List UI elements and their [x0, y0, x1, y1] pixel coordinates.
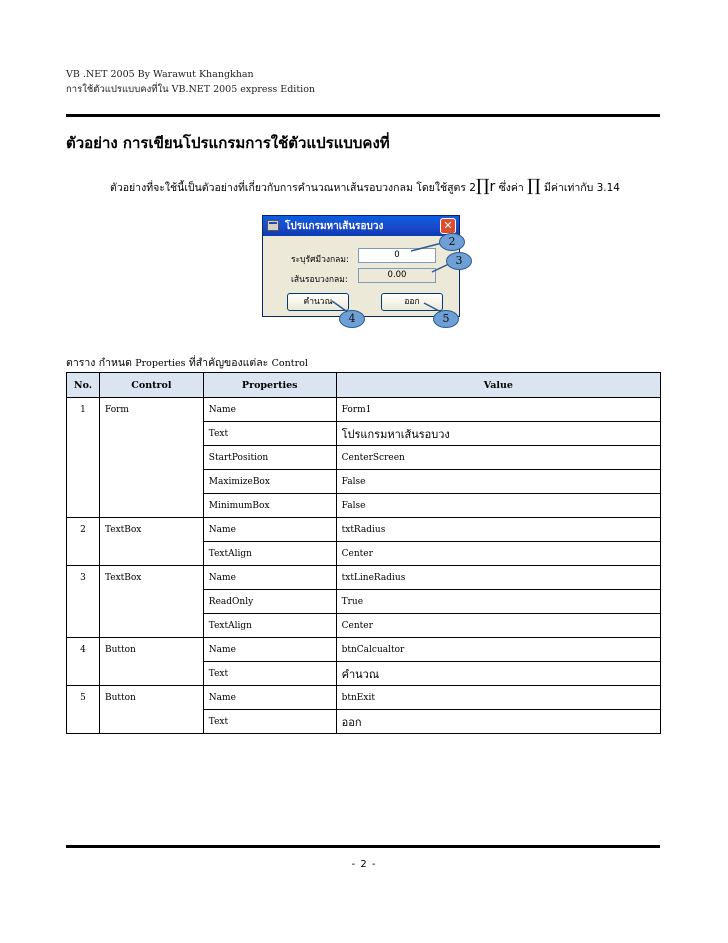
- header-line-1: VB .NET 2005 By Warawut Khangkhan: [66, 69, 254, 80]
- cell-property: Text: [203, 662, 336, 686]
- table-body: [67, 398, 661, 734]
- table-row: [67, 518, 661, 542]
- header-no: No.: [67, 373, 100, 398]
- pi-symbol: ∏: [475, 176, 490, 196]
- exit-button[interactable]: ออก: [381, 293, 443, 311]
- cell-property: Text: [203, 422, 336, 446]
- table-row: [67, 398, 661, 422]
- cell-no: 1: [67, 398, 100, 422]
- cell-no: 3: [67, 566, 100, 590]
- radius-input[interactable]: 0: [358, 248, 436, 263]
- cell-no: 5: [67, 686, 100, 710]
- cell-control: Button: [99, 686, 203, 710]
- cell-property: MinimumBox: [203, 494, 336, 518]
- cell-no: [67, 470, 100, 494]
- table-header-row: [67, 373, 661, 398]
- header-control: Control: [99, 373, 203, 398]
- page-number: - 2 -: [351, 859, 377, 870]
- cell-control: [99, 446, 203, 470]
- table-row: [67, 446, 661, 470]
- cell-value: btnExit: [336, 686, 660, 710]
- cell-control: TextBox: [99, 518, 203, 542]
- table-row: [67, 470, 661, 494]
- cell-no: [67, 614, 100, 638]
- r-symbol: r: [489, 179, 496, 195]
- cell-value: False: [336, 494, 660, 518]
- cell-value: btnCalcualtor: [336, 638, 660, 662]
- table-row: [67, 614, 661, 638]
- cell-property: StartPosition: [203, 446, 336, 470]
- callout-2: 2: [439, 233, 465, 251]
- cell-property: Name: [203, 566, 336, 590]
- caption-en-2: Control: [271, 358, 308, 369]
- dialog-title: โปรแกรมหาเส้นรอบวง: [285, 221, 384, 232]
- cell-control: [99, 590, 203, 614]
- page-title: ตัวอย่าง การเขียนโปรแกรมการใช้ตัวแปรแบบคงที่: [66, 134, 390, 152]
- callout-4: 4: [339, 310, 365, 328]
- cell-no: [67, 710, 100, 734]
- table-row: [67, 494, 661, 518]
- intro-tail: มีค่าเท่ากับ 3.14: [540, 182, 620, 194]
- close-icon[interactable]: ✕: [440, 218, 456, 234]
- cell-control: Form: [99, 398, 203, 422]
- cell-value: Form1: [336, 398, 660, 422]
- cell-property: TextAlign: [203, 614, 336, 638]
- caption-en-1: Properties: [135, 358, 186, 369]
- header-line-2: การใช้ตัวแปรแบบคงที่ใน VB.NET 2005 express Edition: [66, 84, 316, 95]
- cell-no: [67, 542, 100, 566]
- cell-no: 2: [67, 518, 100, 542]
- properties-table: [66, 372, 661, 734]
- cell-control: TextBox: [99, 566, 203, 590]
- cell-value: False: [336, 470, 660, 494]
- cell-control: [99, 542, 203, 566]
- cell-control: [99, 470, 203, 494]
- cell-value: Center: [336, 614, 660, 638]
- cell-control: Button: [99, 638, 203, 662]
- caption-th-1: ตาราง กำหนด: [66, 357, 136, 369]
- cell-property: TextAlign: [203, 542, 336, 566]
- cell-value: txtRadius: [336, 518, 660, 542]
- cell-property: MaximizeBox: [203, 470, 336, 494]
- cell-control: [99, 494, 203, 518]
- table-row: [67, 566, 661, 590]
- table-row: [67, 638, 661, 662]
- table-row: [67, 422, 661, 446]
- callout-3: 3: [446, 252, 472, 270]
- cell-property: Name: [203, 638, 336, 662]
- callout-5: 5: [433, 310, 459, 328]
- cell-control: [99, 422, 203, 446]
- cell-value: คำนวณ: [336, 662, 660, 686]
- table-row: [67, 662, 661, 686]
- cell-control: [99, 614, 203, 638]
- cell-value: โปรแกรมหาเส้นรอบวง: [336, 422, 660, 446]
- cell-property: ReadOnly: [203, 590, 336, 614]
- table-row: [67, 542, 661, 566]
- bottom-divider: [66, 845, 660, 848]
- intro-mid: ซึ่งค่า: [495, 182, 528, 194]
- cell-value: ออก: [336, 710, 660, 734]
- intro-text: ตัวอย่างที่จะใช้นี้เป็นตัวอย่างที่เกี่ยวกับการคำนวณหาเส้นรอบวงกลม โดยใช้สูตร 2: [110, 182, 476, 194]
- cell-property: Name: [203, 518, 336, 542]
- cell-control: [99, 662, 203, 686]
- calculate-button[interactable]: คำนวณ: [287, 293, 349, 311]
- circumference-label: เส้นรอบวงกลม:: [291, 275, 348, 285]
- cell-value: CenterScreen: [336, 446, 660, 470]
- cell-no: [67, 590, 100, 614]
- table-row: [67, 686, 661, 710]
- cell-value: True: [336, 590, 660, 614]
- table-row: [67, 590, 661, 614]
- cell-no: [67, 494, 100, 518]
- circumference-output: 0.00: [358, 268, 436, 283]
- table-row: [67, 710, 661, 734]
- cell-value: txtLineRadius: [336, 566, 660, 590]
- header-properties: Properties: [203, 373, 336, 398]
- cell-no: 4: [67, 638, 100, 662]
- cell-no: [67, 446, 100, 470]
- cell-property: Name: [203, 686, 336, 710]
- cell-value: Center: [336, 542, 660, 566]
- header-value: Value: [336, 373, 660, 398]
- cell-no: [67, 422, 100, 446]
- radius-label: ระบุรัศมีวงกลม:: [291, 255, 349, 265]
- cell-property: Text: [203, 710, 336, 734]
- cell-property: Name: [203, 398, 336, 422]
- cell-control: [99, 710, 203, 734]
- table-caption: [66, 354, 308, 371]
- pi-symbol-2: ∏: [527, 176, 541, 196]
- cell-no: [67, 662, 100, 686]
- caption-th-2: ที่สำคัญของแต่ละ: [185, 357, 272, 369]
